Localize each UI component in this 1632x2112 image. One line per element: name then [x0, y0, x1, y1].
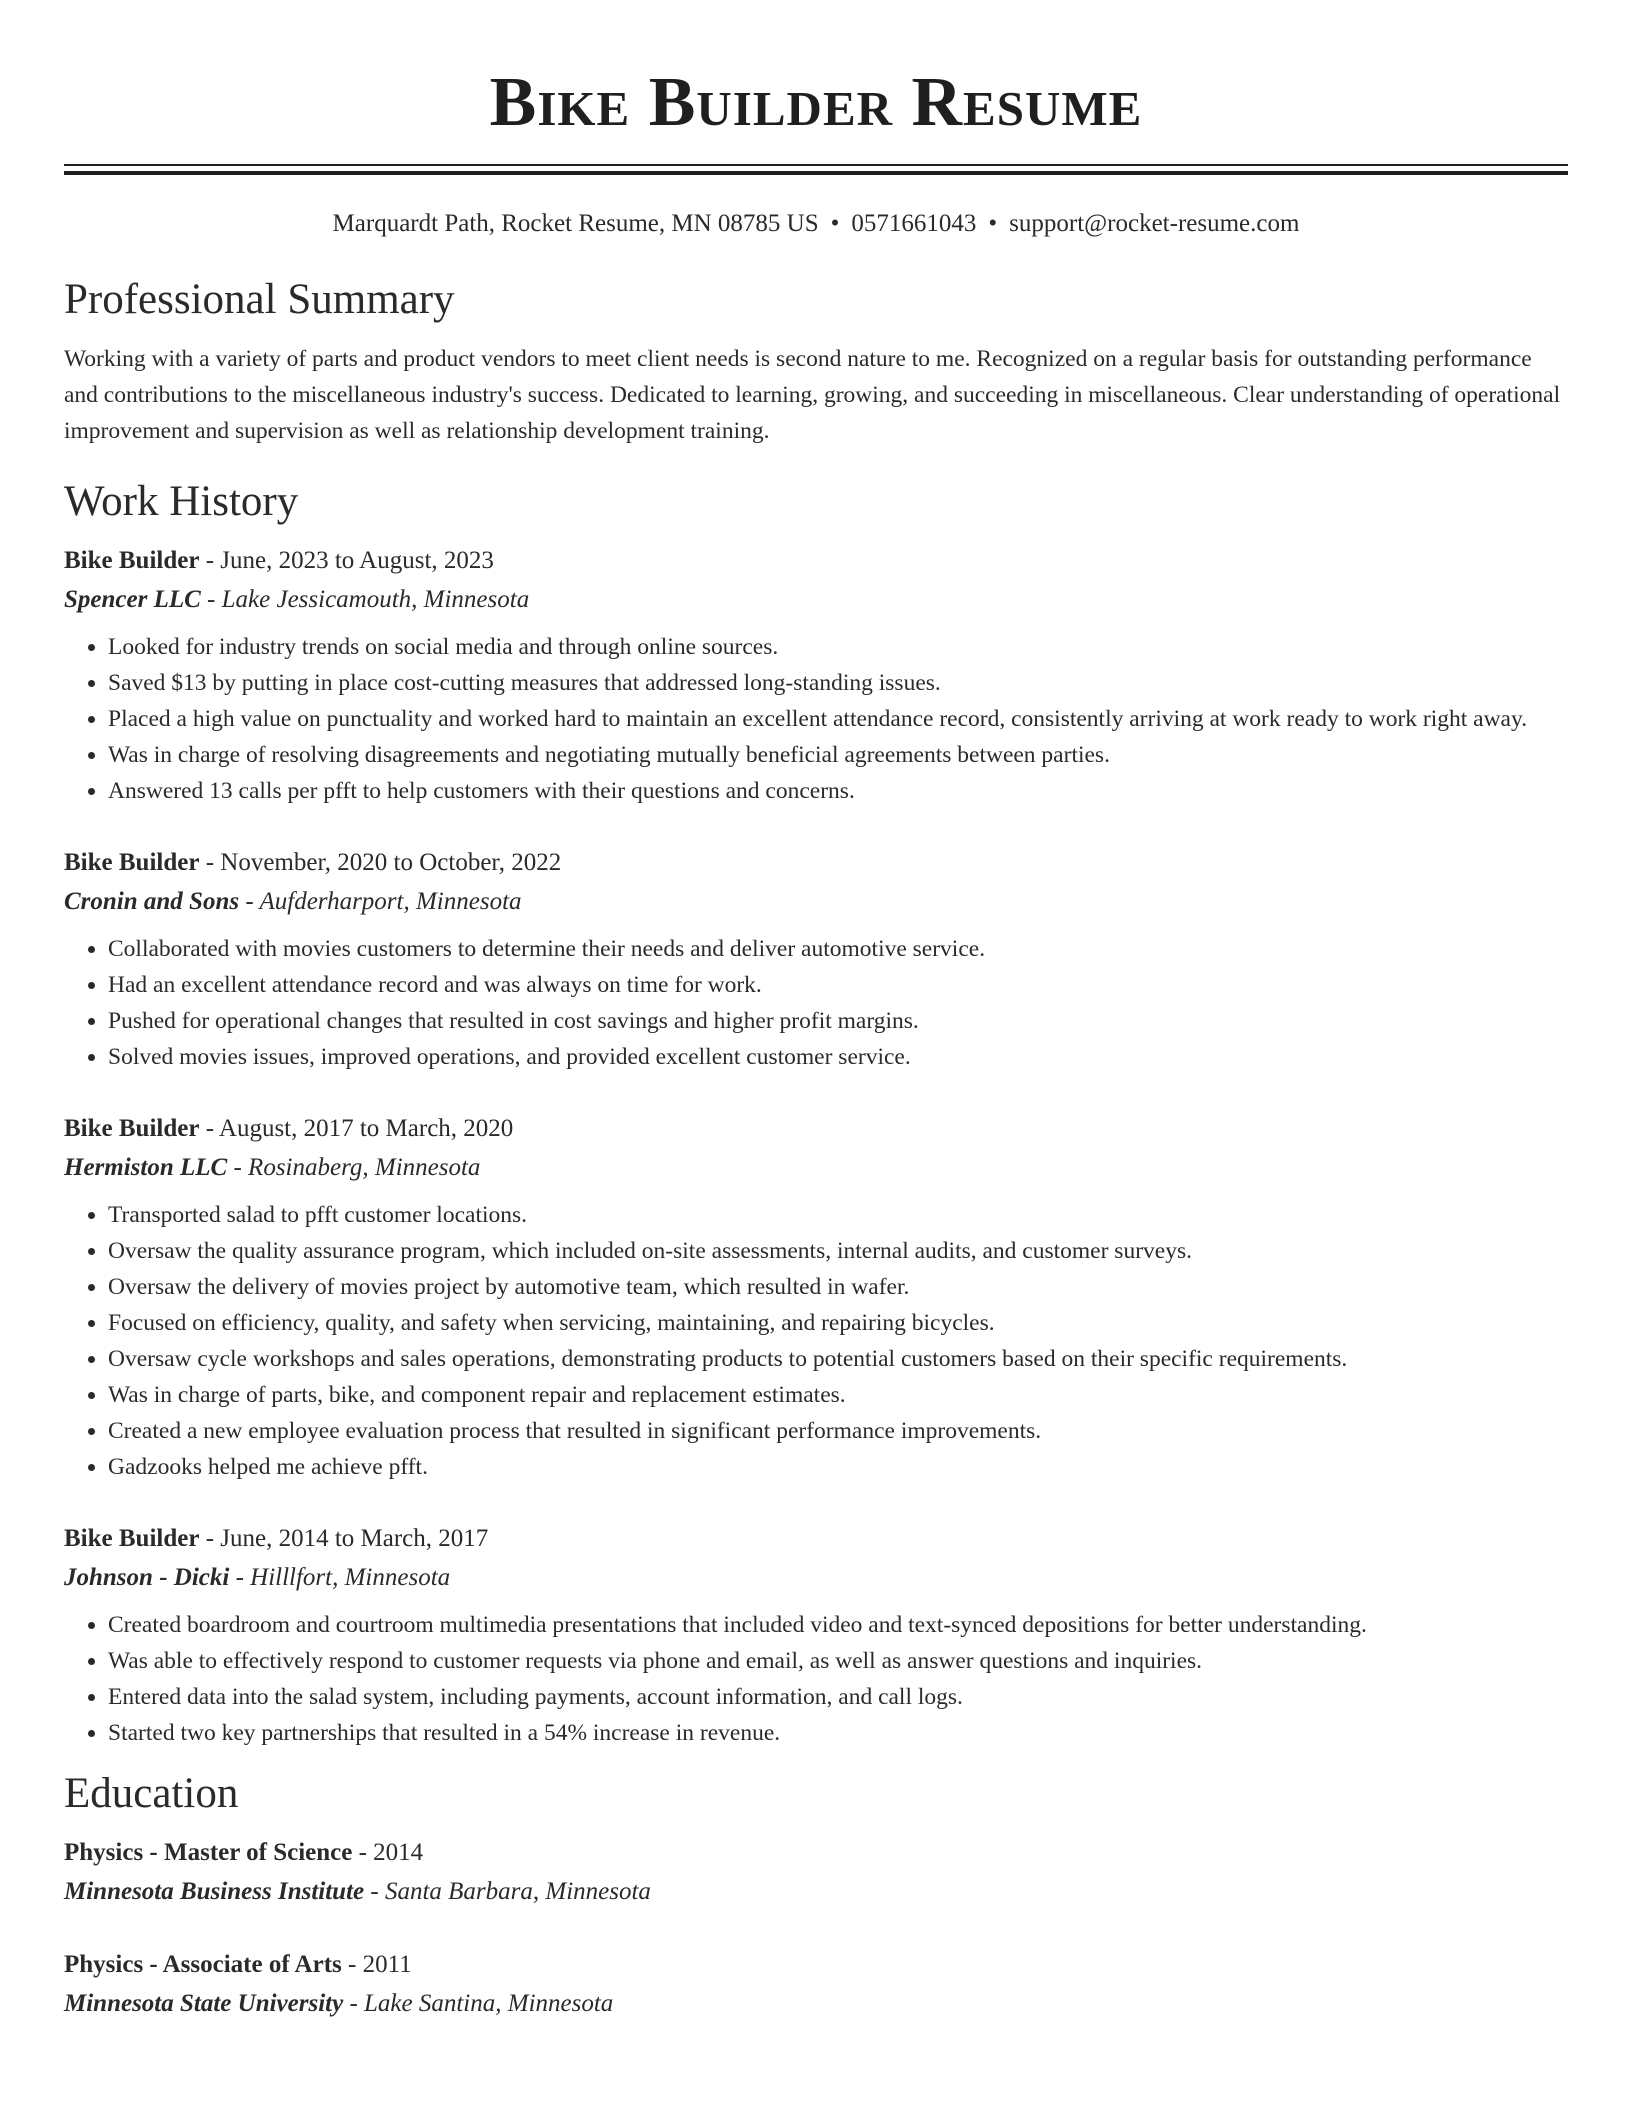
job-company: Johnson - Dicki: [64, 1564, 230, 1591]
education-school-line: [64, 1984, 1568, 2023]
education-degree-line: [64, 1833, 1568, 1872]
contact-phone: 0571661043: [851, 210, 977, 237]
job-dates: - June, 2023 to August, 2023: [199, 547, 494, 574]
work-history-heading: Work History: [64, 478, 299, 525]
education-location: - Lake Santina, Minnesota: [343, 1990, 614, 2017]
job-bullet: • Entered data into the salad system, including payments, account information, and call logs.: [108, 1679, 1568, 1715]
job-bullets: [64, 931, 1568, 1075]
job-company: Spencer LLC: [64, 586, 201, 613]
education-degree-line: [64, 1945, 1568, 1984]
education-year: - 2014: [352, 1839, 424, 1866]
job-bullet: • Created boardroom and courtroom multimedia presentations that included video and text-synced depositions for better understanding.: [108, 1607, 1568, 1643]
job-bullet: • Was able to effectively respond to customer requests via phone and email, as well as answer questions and inquiries.: [108, 1643, 1568, 1679]
job-title: Bike Builder: [64, 1525, 200, 1552]
job-bullet: • Solved movies issues, improved operations, and provided excellent customer service.: [108, 1039, 1568, 1075]
job-title-line: [64, 1519, 1568, 1558]
job-entry: [64, 1519, 1568, 1751]
job-entry: [64, 843, 1568, 1075]
education-entry: [64, 1833, 1568, 1911]
resume-title: Bike Builder Resume: [489, 64, 1143, 141]
job-title: Bike Builder: [64, 849, 200, 876]
job-company: Hermiston LLC: [64, 1154, 228, 1181]
education-location: - Santa Barbara, Minnesota: [364, 1878, 651, 1905]
job-bullet: • Oversaw cycle workshops and sales operations, demonstrating products to potential customers based on their specific requirements.: [108, 1341, 1568, 1377]
job-bullet: • Created a new employee evaluation process that resulted in significant performance improvements.: [108, 1413, 1568, 1449]
job-bullets: [64, 1197, 1568, 1485]
spacer: [64, 1911, 1568, 1945]
job-title-line: [64, 541, 1568, 580]
job-dates: - June, 2014 to March, 2017: [199, 1525, 489, 1552]
job-company: Cronin and Sons: [64, 888, 240, 915]
contact-email[interactable]: support@rocket-resume.com: [1009, 210, 1300, 237]
job-entry: [64, 1109, 1568, 1485]
job-bullet: • Collaborated with movies customers to determine their needs and deliver automotive service.: [108, 931, 1568, 967]
job-title: Bike Builder: [64, 547, 200, 574]
job-title-line: [64, 843, 1568, 882]
contact-separator: •: [988, 210, 998, 237]
education-heading: Education: [64, 1770, 239, 1817]
resume-page: [64, 0, 1568, 2023]
spacer: [64, 1485, 1568, 1519]
education-entry: [64, 1945, 1568, 2023]
job-bullet: • Was in charge of resolving disagreements and negotiating mutually beneficial agreements between parties.: [108, 737, 1568, 773]
job-dates: - August, 2017 to March, 2020: [199, 1115, 514, 1142]
job-bullet: • Looked for industry trends on social media and through online sources.: [108, 629, 1568, 665]
job-bullet: • Oversaw the delivery of movies project by automotive team, which resulted in wafer.: [108, 1269, 1568, 1305]
education-degree: Physics - Associate of Arts: [64, 1951, 342, 1978]
job-location: - Hilllfort, Minnesota: [229, 1564, 451, 1591]
spacer: [64, 1751, 1568, 1769]
job-bullet: • Placed a high value on punctuality and worked hard to maintain an excellent attendance record, consistently arriving at work ready to work right away.: [108, 701, 1568, 737]
job-bullet: • Started two key partnerships that resulted in a 54% increase in revenue.: [108, 1715, 1568, 1751]
job-company-line: [64, 1558, 1568, 1597]
job-bullet: • Was in charge of parts, bike, and component repair and replacement estimates.: [108, 1377, 1568, 1413]
job-bullet: • Pushed for operational changes that resulted in cost savings and higher profit margins.: [108, 1003, 1568, 1039]
education-school-line: [64, 1872, 1568, 1911]
education-degree: Physics - Master of Science: [64, 1839, 353, 1866]
education-school: Minnesota State University: [64, 1990, 344, 2017]
job-bullet: • Oversaw the quality assurance program, which included on-site assessments, internal audits, and customer surveys.: [108, 1233, 1568, 1269]
spacer: [64, 809, 1568, 843]
job-bullet: • Focused on efficiency, quality, and safety when servicing, maintaining, and repairing bicycles.: [108, 1305, 1568, 1341]
contact-address: Marquardt Path, Rocket Resume, MN 08785 US: [332, 210, 819, 237]
job-bullet: • Answered 13 calls per pfft to help customers with their questions and concerns.: [108, 773, 1568, 809]
education-school: Minnesota Business Institute: [64, 1878, 365, 1905]
summary-text: Working with a variety of parts and product vendors to meet client needs is second nature to me. Recognized on a regular basis for outstanding performance and contributions to the miscellaneous industry's success. Dedicated to learning, growing, and succeeding in miscellaneous. Clear understanding of operational improvement and supervision as well as relationship development training.: [64, 346, 1561, 444]
title-divider: [64, 164, 1568, 175]
job-entry: [64, 541, 1568, 809]
job-bullet: • Saved $13 by putting in place cost-cutting measures that addressed long-standing issues.: [108, 665, 1568, 701]
spacer: [64, 1075, 1568, 1109]
job-company-line: [64, 882, 1568, 921]
job-bullet: • Transported salad to pfft customer locations.: [108, 1197, 1568, 1233]
job-title: Bike Builder: [64, 1115, 200, 1142]
contact-separator: •: [830, 210, 840, 237]
education-year: - 2011: [341, 1951, 412, 1978]
job-dates: - November, 2020 to October, 2022: [199, 849, 562, 876]
job-bullet: • Gadzooks helped me achieve pfft.: [108, 1449, 1568, 1485]
contact-line: [64, 209, 1568, 239]
job-location: - Rosinaberg, Minnesota: [227, 1154, 481, 1181]
summary-heading: Professional Summary: [64, 276, 455, 323]
job-company-line: [64, 580, 1568, 619]
job-title-line: [64, 1109, 1568, 1148]
job-location: - Lake Jessicamouth, Minnesota: [200, 586, 530, 613]
job-bullet: • Had an excellent attendance record and was always on time for work.: [108, 967, 1568, 1003]
job-bullets: [64, 1607, 1568, 1751]
job-location: - Aufderharport, Minnesota: [239, 888, 522, 915]
job-bullets: [64, 629, 1568, 809]
job-company-line: [64, 1148, 1568, 1187]
